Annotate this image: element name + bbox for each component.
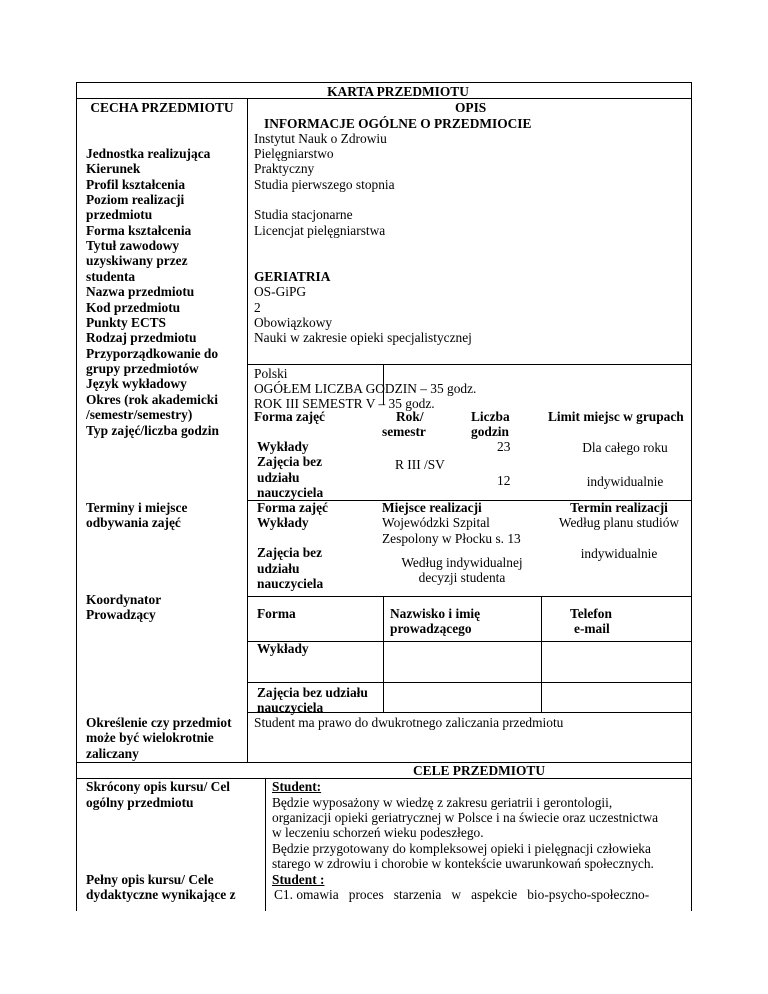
value-year-semester: R III /SV: [395, 457, 445, 472]
value-group: Nauki w zakresie opieki specjalistycznej: [254, 330, 472, 345]
label-form: Forma kształcenia: [86, 223, 192, 238]
lecturer-self-study: Zajęcia bez udziału: [257, 685, 368, 700]
label-full-description: dydaktyczne wynikające z: [86, 887, 236, 902]
value-form: Studia stacjonarne: [254, 207, 353, 222]
section-course-goals: CELE PRZEDMIOTU: [412, 763, 546, 778]
header-dates: Termin realizacji: [570, 500, 668, 515]
value-limit-lectures: Dla całego roku: [582, 440, 668, 455]
label-profile: Profil kształcenia: [86, 177, 186, 192]
goal-student-heading: Student :: [272, 872, 325, 887]
header-schedule-form: Forma zajęć: [257, 500, 329, 515]
label-degree: uzyskiwany przez: [86, 253, 188, 268]
table-border: [76, 82, 692, 83]
label-short-description: ogólny przedmiotu: [86, 795, 194, 810]
table-border: [247, 98, 248, 762]
value-period-semester: ROK III SEMESTR V – 35 godz.: [254, 396, 435, 411]
label-degree: Tytuł zawodowy: [86, 238, 180, 253]
table-border: [248, 641, 692, 642]
value-hours-self-study: 12: [497, 473, 511, 488]
goal-text: w leczeniu schorzeń wieku podeszłego.: [272, 825, 484, 840]
value-repeatable: Student ma prawo do dwukrotnego zaliczania przedmiotu: [254, 715, 564, 730]
value-level: Studia pierwszego stopnia: [254, 177, 395, 192]
schedule-self-study: Zajęcia bez: [257, 545, 323, 560]
label-repeatable: Określenie czy przedmiot: [86, 715, 232, 730]
label-short-description: Skrócony opis kursu/ Cel: [86, 779, 230, 794]
column-header-description: OPIS: [455, 100, 487, 115]
lecturer-self-study: nauczyciela: [257, 700, 324, 715]
header-email: e-mail: [574, 621, 610, 636]
label-language: Język wykładowy: [86, 376, 187, 391]
value-field: Pielęgniarstwo: [254, 146, 334, 161]
label-unit: Jednostka realizująca: [86, 146, 211, 161]
label-period: Okres (rok akademicki: [86, 392, 218, 407]
label-repeatable: może być wielokrotnie: [86, 730, 214, 745]
class-self-study: Zajęcia bez: [257, 454, 323, 469]
value-course-name: GERIATRIA: [254, 269, 331, 284]
value-location: Wojewódzki Szpital: [382, 515, 490, 530]
header-group-limit: Limit miejsc w grupach: [548, 409, 684, 424]
goal-text: Będzie przygotowany do kompleksowej opieki i pielęgnacji człowieka: [272, 841, 651, 856]
label-level: Poziom realizacji: [86, 192, 185, 207]
label-repeatable: zaliczany: [86, 746, 139, 761]
value-self-study-dates: indywidualnie: [580, 546, 658, 561]
label-course-name: Nazwa przedmiotu: [86, 284, 195, 299]
label-class-type: Typ zajęć/liczba godzin: [86, 423, 219, 438]
goal-c1: C1. omawia proces starzenia w aspekcie bio-psycho-społeczno-: [274, 887, 650, 902]
value-ects: 2: [254, 300, 261, 315]
header-lecturer-name: prowadzącego: [390, 621, 472, 636]
value-dates: Według planu studiów: [558, 515, 680, 530]
goal-text: starego w zdrowiu i chorobie w kontekście uwarunkowań społecznych.: [272, 856, 654, 871]
value-degree: Licencjat pielęgniarstwa: [254, 223, 386, 238]
label-level: przedmiotu: [86, 207, 153, 222]
goal-text: Będzie wyposażony w wiedzę z zakresu geriatrii i gerontologii,: [272, 795, 613, 810]
label-ects: Punkty ECTS: [86, 315, 167, 330]
label-full-description: Pełny opis kursu/ Cele: [86, 872, 214, 887]
label-course-type: Rodzaj przedmiotu: [86, 330, 197, 345]
label-schedule: odbywania zajęć: [86, 515, 181, 530]
table-border: [691, 82, 692, 911]
label-degree: studenta: [86, 269, 136, 284]
header-hours: godzin: [471, 424, 509, 439]
class-self-study: udziału: [257, 470, 300, 485]
label-field: Kierunek: [86, 161, 141, 176]
value-unit: Instytut Nauk o Zdrowiu: [254, 131, 387, 146]
schedule-self-study: nauczyciela: [257, 576, 324, 591]
header-phone: Telefon: [570, 606, 612, 621]
class-lectures: Wykłady: [257, 439, 309, 454]
value-location: Zespolony w Płocku s. 13: [382, 531, 521, 546]
table-border: [76, 82, 77, 911]
label-lecturer: Prowadzący: [86, 607, 156, 622]
column-header-feature: CECHA PRZEDMIOTU: [90, 100, 234, 115]
class-self-study: nauczyciela: [257, 485, 324, 500]
header-class-form: Forma zajęć: [254, 409, 326, 424]
goal-text: organizacji opieki geriatrycznej w Polsce i na świecie oraz uczestnictwa: [272, 810, 659, 825]
header-hours: Liczba: [471, 409, 510, 424]
table-border: [248, 682, 692, 683]
schedule-lectures: Wykłady: [257, 515, 309, 530]
label-coordinator: Koordynator: [86, 592, 162, 607]
value-hours-lectures: 23: [497, 439, 511, 454]
lecturer-lectures: Wykłady: [257, 641, 309, 656]
value-language: Polski: [254, 366, 288, 381]
header-lecturer-form: Forma: [257, 606, 296, 621]
label-period: /semestr/semestry): [86, 407, 193, 422]
schedule-self-study: udziału: [257, 561, 300, 576]
header-location: Miejsce realizacji: [382, 500, 482, 515]
table-border: [248, 364, 692, 365]
header-year-semester: semestr: [382, 424, 426, 439]
label-group: Przyporządkowanie do: [86, 346, 219, 361]
goal-student-heading: Student:: [272, 779, 322, 794]
section-general-info: INFORMACJE OGÓLNE O PRZEDMIOCIE: [264, 116, 532, 131]
value-self-study-location: Według indywidualnej: [401, 555, 523, 570]
document-title: KARTA PRZEDMIOTU: [327, 84, 469, 99]
table-border: [265, 778, 266, 911]
table-border: [383, 597, 384, 712]
label-course-code: Kod przedmiotu: [86, 300, 181, 315]
table-border: [248, 596, 692, 597]
value-course-code: OS-GiPG: [254, 284, 307, 299]
label-schedule: Terminy i miejsce: [86, 500, 188, 515]
value-course-type: Obowiązkowy: [254, 315, 333, 330]
value-self-study-location: decyzji studenta: [418, 570, 506, 585]
value-period-hours: OGÓŁEM LICZBA GODZIN – 35 godz.: [254, 381, 477, 396]
label-group: grupy przedmiotów: [86, 361, 199, 376]
header-lecturer-name: Nazwisko i imię: [390, 606, 481, 621]
value-profile: Praktyczny: [254, 161, 315, 176]
table-border: [541, 597, 542, 712]
header-year-semester: Rok/: [396, 409, 424, 424]
value-limit-self-study: indywidualnie: [586, 474, 664, 489]
